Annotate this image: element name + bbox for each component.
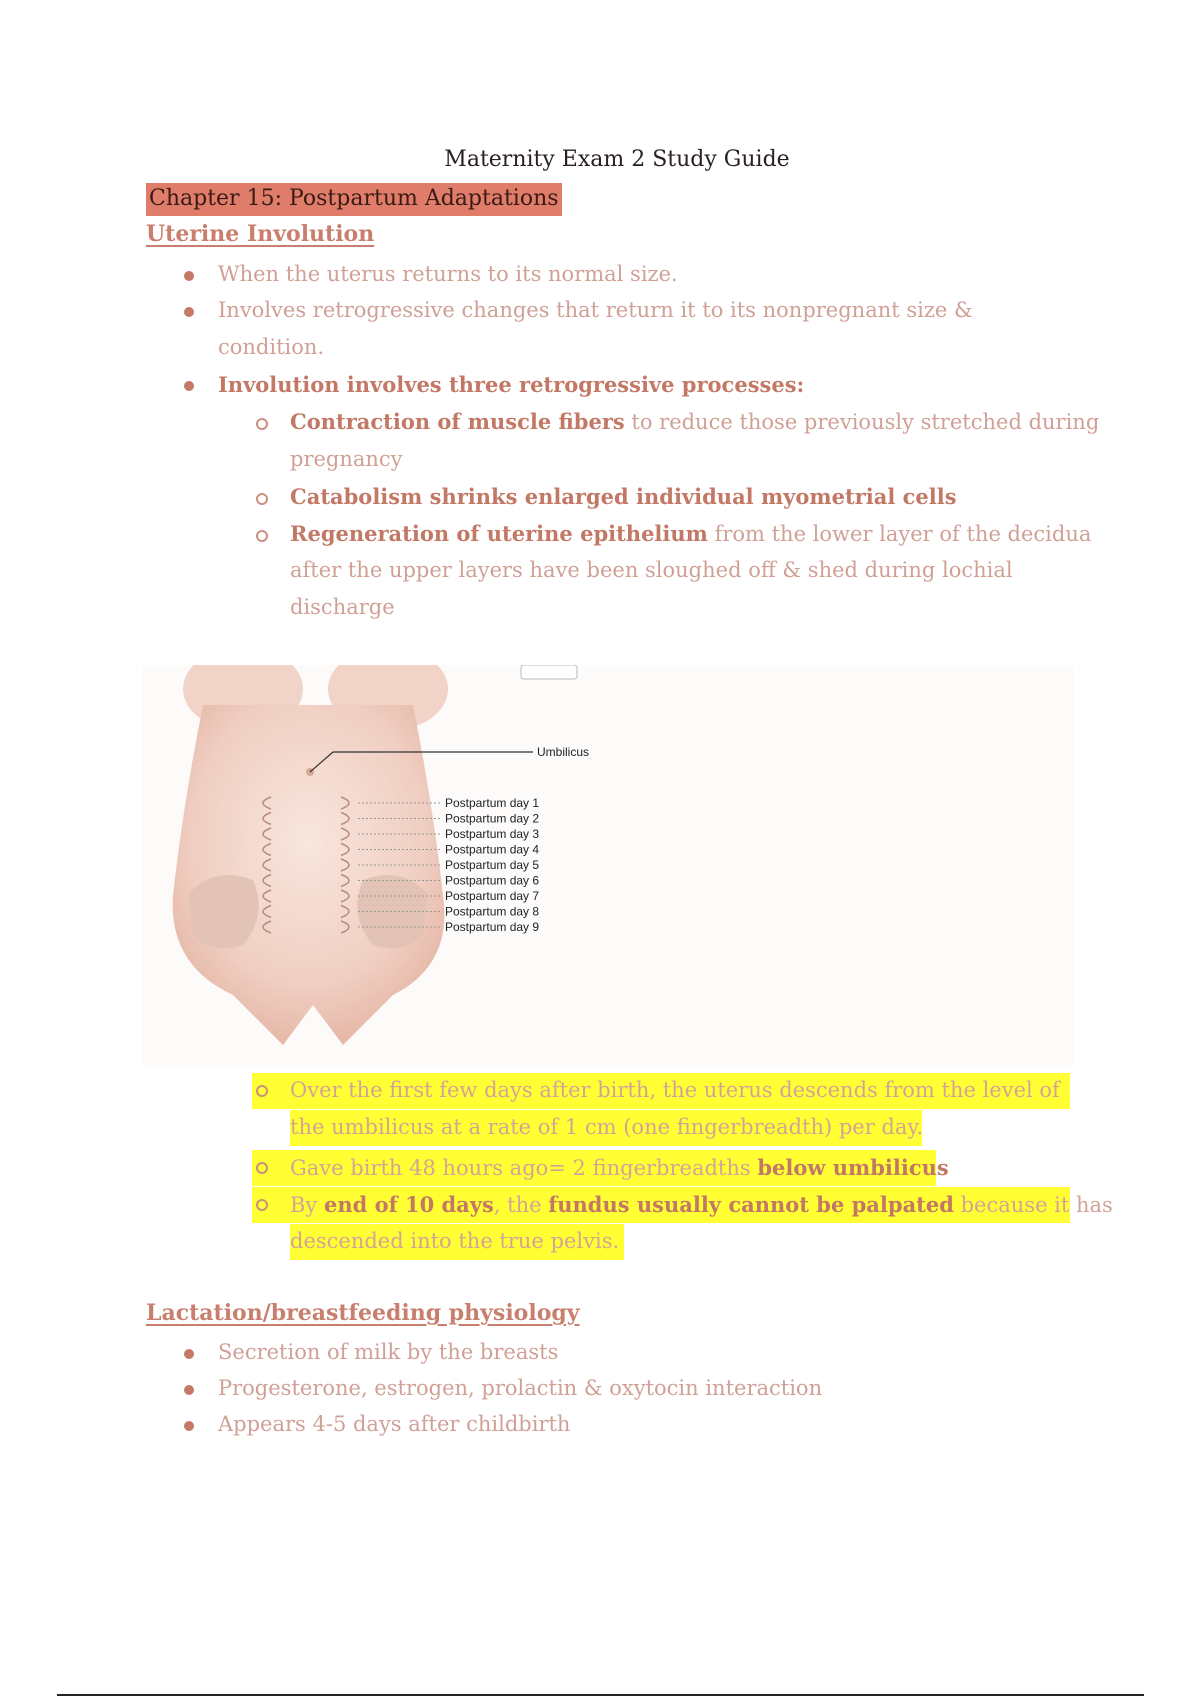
postpartum-day-label: Postpartum day 7 xyxy=(445,889,540,903)
document-title: Maternity Exam 2 Study Guide xyxy=(444,147,790,172)
uterine-involution-figure xyxy=(143,665,1073,1065)
sub-bullet-circle xyxy=(256,530,268,542)
umbilicus-label: Umbilicus xyxy=(537,745,590,759)
sub-item-catabolism xyxy=(290,478,957,516)
postpartum-day-label: Postpartum day 6 xyxy=(445,873,540,888)
cropped-toolbar-fragment xyxy=(521,665,577,679)
sub-item-catabolism-bold: Catabolism shrinks enlarged individual myometrial cells xyxy=(290,484,957,509)
highlight-item-3-e: because it has xyxy=(953,1193,1113,1217)
bullet-dot xyxy=(184,307,194,317)
highlight-item-3-d: fundus usually cannot be palpated xyxy=(548,1192,954,1217)
highlight-item-3-b: end of 10 days xyxy=(323,1192,494,1217)
sub-item-regeneration xyxy=(290,515,1091,553)
sub-item-contraction xyxy=(290,403,1099,441)
postpartum-day-label: Postpartum day 3 xyxy=(445,827,540,841)
highlight-item-2-plain: Gave birth 48 hours ago= 2 fingerbreadths xyxy=(290,1156,758,1180)
bullet-uterine-3-text: Involution involves three retrogressive processes: xyxy=(218,372,805,397)
bullet-dot xyxy=(184,1385,194,1395)
highlight-item-3 xyxy=(290,1186,1113,1224)
sub-bullet-circle xyxy=(256,418,268,430)
highlight-item-3-c: , the xyxy=(493,1193,549,1217)
postpartum-day-label: Postpartum day 4 xyxy=(445,842,540,857)
bullet-uterine-2-line1: Involves retrogressive changes that return it to its nonpregnant size & xyxy=(218,298,973,322)
postpartum-day-label: Postpartum day 1 xyxy=(445,796,540,810)
sub-item-regeneration-rest: from the lower layer of the decidua xyxy=(707,522,1092,546)
sub-bullet-circle xyxy=(256,1085,268,1097)
sub-item-contraction-line2: pregnancy xyxy=(290,447,403,471)
footer-rule xyxy=(57,1694,1144,1696)
bullet-dot xyxy=(184,381,194,391)
bullet-lactation-2: Progesterone, estrogen, prolactin & oxytocin interaction xyxy=(218,1376,823,1400)
bullet-lactation-1: Secretion of milk by the breasts xyxy=(218,1340,559,1364)
postpartum-day-label: Postpartum day 5 xyxy=(445,858,540,872)
sub-bullet-circle xyxy=(256,1162,268,1174)
postpartum-day-label: Postpartum day 2 xyxy=(445,811,540,826)
pelvis-left xyxy=(188,875,259,948)
bullet-uterine-1: When the uterus returns to its normal size. xyxy=(218,262,678,286)
sub-item-contraction-bold: Contraction of muscle fibers xyxy=(290,409,625,434)
sub-item-regeneration-bold: Regeneration of uterine epithelium xyxy=(290,521,708,546)
sub-item-contraction-rest: to reduce those previously stretched during xyxy=(624,410,1100,434)
sub-item-regeneration-line3: discharge xyxy=(290,595,395,619)
postpartum-day-label: Postpartum day 8 xyxy=(445,904,540,919)
chapter-heading: Chapter 15: Postpartum Adaptations xyxy=(146,183,562,216)
sub-item-regeneration-line2: after the upper layers have been sloughed off & shed during lochial xyxy=(290,558,1013,582)
highlight-item-2 xyxy=(290,1149,949,1187)
sub-bullet-circle xyxy=(256,493,268,505)
bullet-uterine-2-line2: condition. xyxy=(218,335,325,359)
bullet-dot xyxy=(184,1421,194,1431)
sub-bullet-circle xyxy=(256,1199,268,1211)
postpartum-day-label: Postpartum day 9 xyxy=(445,920,540,934)
bullet-lactation-3: Appears 4-5 days after childbirth xyxy=(218,1412,571,1436)
bullet-dot xyxy=(184,271,194,281)
highlight-item-3-line2: descended into the true pelvis. xyxy=(290,1229,620,1253)
highlight-item-1-line2: the umbilicus at a rate of 1 cm (one fingerbreadth) per day. xyxy=(290,1115,924,1139)
highlight-item-1-line1: Over the first few days after birth, the uterus descends from the level of xyxy=(290,1078,1060,1102)
highlight-item-2-bold: below umbilicus xyxy=(757,1155,949,1180)
bullet-dot xyxy=(184,1349,194,1359)
highlight-item-3-a: By xyxy=(290,1193,324,1217)
bullet-uterine-3 xyxy=(218,366,804,404)
section-heading-lactation: Lactation/breastfeeding physiology xyxy=(146,1300,580,1326)
section-heading-uterine-involution: Uterine Involution xyxy=(146,221,375,247)
